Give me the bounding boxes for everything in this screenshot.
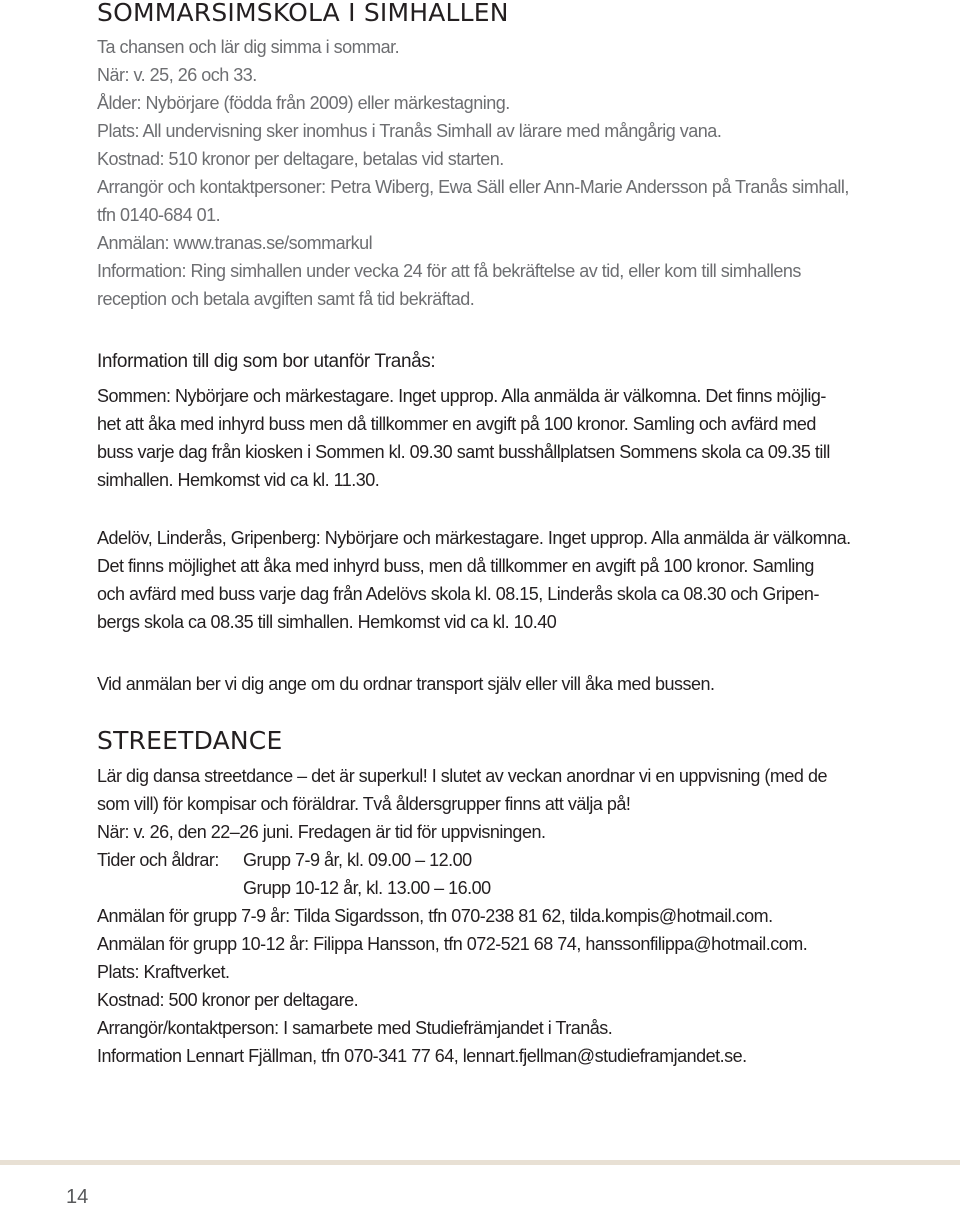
paragraph-line: Adelöv, Linderås, Gripenberg: Nybörjare och märkestagare. Inget upprop. Alla anmälda är välkomna. xyxy=(97,528,851,548)
paragraph-line: simhallen. Hemkomst vid ca kl. 11.30. xyxy=(97,470,380,490)
section-title-streetdance: STREETDANCE xyxy=(97,726,283,755)
times-row xyxy=(97,846,827,874)
detail-line: Kostnad: 500 kronor per deltagare. xyxy=(97,990,359,1010)
info-line: tfn 0140-684 01. xyxy=(97,205,221,225)
times-row xyxy=(97,874,827,902)
streetdance-info xyxy=(97,762,827,1070)
paragraph-line: bergs skola ca 08.35 till simhallen. Hemkomst vid ca kl. 10.40 xyxy=(97,612,557,632)
paragraph-line: het att åka med inhyrd buss men då tillkommer en avgift på 100 kronor. Samling och avfärd med xyxy=(97,414,816,434)
paragraph-line: Lär dig dansa streetdance – det är superkul! I slutet av veckan anordnar vi en uppvisning (med de xyxy=(97,766,827,786)
group-line: Grupp 10-12 år, kl. 13.00 – 16.00 xyxy=(243,878,491,898)
paragraph-line: Det finns möjlighet att åka med inhyrd buss, men då tillkommer en avgift på 100 kronor. Samling xyxy=(97,556,814,576)
info-line: reception och betala avgiften samt få tid bekräftad. xyxy=(97,289,475,309)
info-line: Plats: All undervisning sker inomhus i Tranås Simhall av lärare med mångårig vana. xyxy=(97,121,722,141)
detail-line: Plats: Kraftverket. xyxy=(97,962,230,982)
info-line: Arrangör och kontaktpersoner: Petra Wiberg, Ewa Säll eller Ann-Marie Andersson på Tranås simhall, xyxy=(97,177,849,197)
footer-divider xyxy=(0,1160,960,1165)
paragraph-line: som vill) för kompisar och föräldrar. Två åldersgrupper finns att välja på! xyxy=(97,794,631,814)
times-label: Tider och åldrar: xyxy=(97,850,219,870)
section-title-simskola: SOMMARSIMSKOLA I SIMHALLEN xyxy=(97,0,509,27)
info-line: När: v. 25, 26 och 33. xyxy=(97,65,257,85)
page-number: 14 xyxy=(66,1186,89,1208)
detail-line: Anmälan för grupp 10-12 år: Filippa Hansson, tfn 072-521 68 74, hanssonfilippa@hotmail.com. xyxy=(97,934,808,954)
registration-link-line: Anmälan: www.tranas.se/sommarkul xyxy=(97,233,373,253)
detail-line: Information Lennart Fjällman, tfn 070-341 77 64, lennart.fjellman@studieframjandet.se. xyxy=(97,1046,747,1066)
detail-line: Anmälan för grupp 7-9 år: Tilda Sigardsson, tfn 070-238 81 62, tilda.kompis@hotmail.com. xyxy=(97,906,773,926)
paragraph-line: Sommen: Nybörjare och märkestagare. Inget upprop. Alla anmälda är välkomna. Det finns möjlig- xyxy=(97,386,826,406)
paragraph-line: och avfärd med buss varje dag från Adelövs skola kl. 08.15, Linderås skola ca 08.30 och Gripen- xyxy=(97,584,819,604)
times-spacer xyxy=(97,874,243,902)
transport-note: Vid anmälan ber vi dig ange om du ordnar transport själv eller vill åka med bussen. xyxy=(97,674,715,694)
paragraph-line: När: v. 26, den 22–26 juni. Fredagen är tid för uppvisningen. xyxy=(97,822,546,842)
paragraph-line: buss varje dag från kiosken i Sommen kl. 09.30 samt busshållplatsen Sommens skola ca 09.35 till xyxy=(97,442,830,462)
outside-tranas-heading: Information till dig som bor utanför Tranås: xyxy=(97,351,436,372)
group-line: Grupp 7-9 år, kl. 09.00 – 12.00 xyxy=(243,850,472,870)
info-line: Ålder: Nybörjare (födda från 2009) eller märkestagning. xyxy=(97,93,510,113)
adelov-paragraph xyxy=(97,524,851,636)
sommen-paragraph xyxy=(97,382,830,494)
info-line: Information: Ring simhallen under vecka 24 för att få bekräftelse av tid, eller kom till simhallens xyxy=(97,261,801,281)
simskola-info xyxy=(97,33,849,313)
info-line: Ta chansen och lär dig simma i sommar. xyxy=(97,37,400,57)
info-line: Kostnad: 510 kronor per deltagare, betalas vid starten. xyxy=(97,149,504,169)
detail-line: Arrangör/kontaktperson: I samarbete med Studiefrämjandet i Tranås. xyxy=(97,1018,613,1038)
